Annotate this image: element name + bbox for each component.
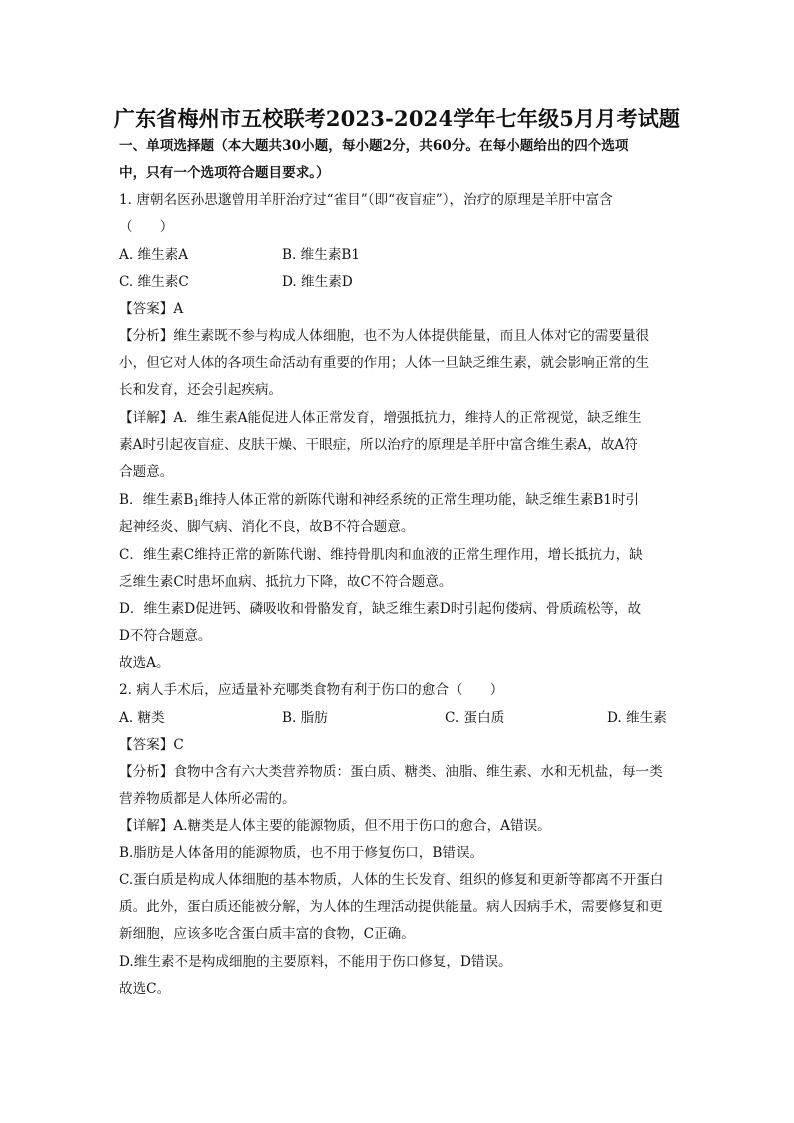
question-2-analysis-line: 营养物质都是人体所必需的。 (119, 791, 296, 807)
question-1-detail-d-line: D．维生素D促进钙、磷吸收和骨骼发育，缺乏维生素D时引起佝偻病、骨质疏松等，故 (119, 601, 642, 617)
question-1-option-d: D. 维生素D (282, 274, 353, 290)
question-2-detail-line: D.维生素不是构成细胞的主要原料，不能用于伤口修复，D错误。 (119, 954, 512, 970)
question-2-detail-line: 【详解】A.糖类是人体主要的能源物质，但不用于伤口的愈合，A错误。 (119, 818, 551, 834)
question-2-conclusion: 故选C。 (119, 981, 171, 997)
question-2-detail-line: B.脂肪是人体备用的能源物质，也不用于修复伤口，B错误。 (119, 845, 484, 861)
detail-b-subscript: 1 (193, 499, 200, 509)
question-1-detail-d-line: D不符合题意。 (119, 628, 212, 644)
question-2-detail-line: 质。此外，蛋白质还能被分解，为人体的生理活动提供能量。病人因病手术，需要修复和更 (119, 899, 663, 915)
question-1-blank: （ ） (119, 219, 174, 235)
section-heading: 一、单项选择题（本大题共30小题，每小题2分，共60分。在每小题给出的四个选项 (119, 138, 629, 154)
question-2-detail-line: C.蛋白质是构成人体细胞的基本物质，人体的生长发育、组织的修复和更新等都离不开蛋白 (119, 872, 664, 888)
question-1-analysis-line: 长和发育，还会引起疾病。 (119, 382, 283, 398)
question-2-option-d: D. 维生素 (607, 710, 667, 726)
question-1-detail-b-line: 起神经炎、脚气病、消化不良，故B不符合题意。 (119, 519, 415, 535)
question-2-analysis-line: 【分析】食物中含有六大类营养物质：蛋白质、糖类、油脂、维生素、水和无机盐，每一类 (119, 764, 663, 780)
question-2-stem: 2. 病人手术后，应适量补充哪类食物有利于伤口的愈合（ ） (119, 682, 504, 698)
question-1-detail-c-line: C．维生素C维持正常的新陈代谢、维持骨肌肉和血液的正常生理作用，增长抵抗力，缺 (119, 547, 643, 563)
question-2-detail-line: 新细胞，应该多吃含蛋白质丰富的食物，C正确。 (119, 926, 415, 942)
question-1-option-b: B. 维生素B1 (282, 247, 361, 263)
question-2-option-c: C. 蛋白质 (445, 710, 505, 726)
question-2-answer: 【答案】C (119, 737, 184, 753)
question-1-option-c: C. 维生素C (119, 274, 189, 290)
question-1-stem: 1. 唐朝名医孙思邈曾用羊肝治疗过“雀目”（即“夜盲症”），治疗的原理是羊肝中富含 (119, 192, 613, 208)
question-1-detail-line: 素A时引起夜盲症、皮肤干燥、干眼症，所以治疗的原理是羊肝中富含维生素A，故A符 (119, 437, 638, 453)
question-2-option-b: B. 脂肪 (282, 710, 328, 726)
question-1-analysis-line: 【分析】维生素既不参与构成人体细胞，也不为人体提供能量，而且人体对它的需要量很 (119, 328, 650, 344)
question-1-detail-c-line: 乏维生素C时患坏血病、抵抗力下降，故C不符合题意。 (119, 574, 453, 590)
section-heading-continued: 中，只有一个选项符合题目要求。） (119, 165, 330, 181)
question-1-detail-b-line (119, 490, 679, 514)
question-1-detail-line: 【详解】A．维生素A能促进人体正常发育，增强抵抗力，维持人的正常视觉，缺乏维生 (119, 410, 642, 426)
question-2-option-a: A. 糖类 (119, 710, 165, 726)
question-1-conclusion: 故选A。 (119, 655, 170, 671)
question-1-detail-line: 合题意。 (119, 464, 174, 480)
detail-b-prefix: B．维生素B (119, 492, 194, 508)
question-1-analysis-line: 小，但它对人体的各项生命活动有重要的作用；人体一旦缺乏维生素，就会影响正常的生 (119, 355, 650, 371)
question-1-option-a: A. 维生素A (119, 247, 189, 263)
page-title: 广东省梅州市五校联考2023-2024学年七年级5月月考试题 (113, 106, 681, 131)
question-1-answer: 【答案】A (119, 301, 184, 317)
detail-b-suffix: 维持人体正常的新陈代谢和神经系统的正常生理功能，缺乏维生素B1时引 (199, 492, 640, 508)
